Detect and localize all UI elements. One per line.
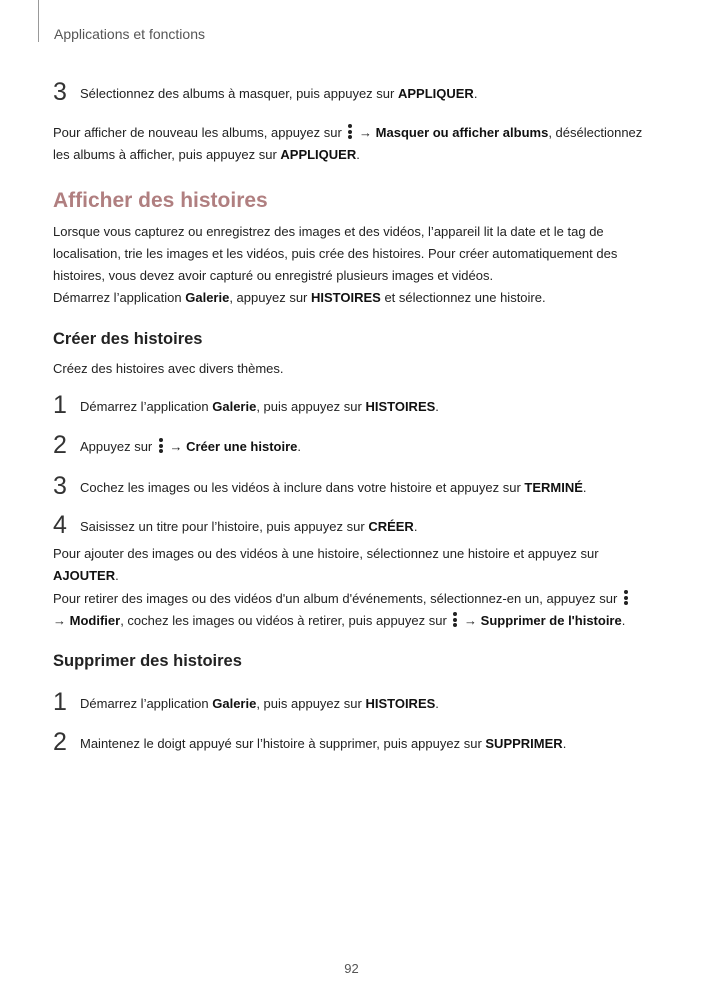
delete-step-1: [53, 688, 653, 716]
step-number: 4: [53, 511, 67, 539]
step-number: 3: [53, 472, 67, 500]
page-number: 92: [344, 961, 359, 976]
more-options-icon: [348, 124, 352, 139]
step-number: 3: [53, 78, 67, 106]
step-text: Démarrez l’application Galerie, puis appuyez sur HISTOIRES.: [80, 399, 439, 414]
running-header: Applications et fonctions: [54, 26, 205, 42]
create-step-1: [53, 391, 653, 419]
create-step-3: [53, 472, 653, 500]
create-step-4: [53, 511, 653, 539]
remove-media-note: Pour retirer des images ou des vidéos d'un album d'événements, sélectionnez-en un, appuyez sur → Modifier, cochez les images ou vidéos à retirer, puis appuyez sur → Supprimer de l'histoire.: [53, 588, 648, 632]
header-divider: [38, 0, 39, 42]
add-media-note: Pour ajouter des images ou des vidéos à une histoire, sélectionnez une histoire et appuyez sur AJOUTER.: [53, 546, 599, 583]
step-number: 2: [53, 431, 67, 459]
create-stories-title: Créer des histoires: [53, 330, 203, 348]
delete-step-2: [53, 728, 653, 756]
section-paragraph: Lorsque vous capturez ou enregistrez des images et des vidéos, l’appareil lit la date et le tag de localisation, trie les images et les vidéos, puis crée des histoires. Pour créer automatiquement des histoires, vous devez avoir capturé ou enregistré plusieurs images et vidéos.: [53, 224, 618, 283]
step-number: 1: [53, 391, 67, 419]
step-text: Appuyez sur → Créer une histoire.: [80, 439, 301, 454]
more-options-icon: [159, 438, 163, 453]
step-text: Saisissez un titre pour l’histoire, puis appuyez sur CRÉER.: [80, 519, 418, 534]
create-stories-intro: Créez des histoires avec divers thèmes.: [53, 361, 284, 376]
step-3-hide-albums: [53, 78, 653, 106]
delete-stories-title: Supprimer des histoires: [53, 652, 242, 670]
section-title: Afficher des histoires: [53, 189, 268, 212]
step-number: 1: [53, 688, 67, 716]
step-text: Sélectionnez des albums à masquer, puis appuyez sur APPLIQUER.: [80, 86, 478, 101]
create-step-2: [53, 431, 653, 459]
step-text: Démarrez l’application Galerie, puis appuyez sur HISTOIRES.: [80, 696, 439, 711]
show-albums-note: Pour afficher de nouveau les albums, appuyez sur → Masquer ou afficher albums, désélectionnez les albums à afficher, puis appuyez sur APPLIQUER.: [53, 125, 643, 162]
section-paragraph-start: Démarrez l’application Galerie, appuyez sur HISTOIRES et sélectionnez une histoire.: [53, 290, 546, 305]
step-text: Maintenez le doigt appuyé sur l’histoire à supprimer, puis appuyez sur SUPPRIMER.: [80, 736, 567, 751]
step-text: Cochez les images ou les vidéos à inclure dans votre histoire et appuyez sur TERMINÉ.: [80, 480, 587, 495]
step-number: 2: [53, 728, 67, 756]
more-options-icon: [624, 590, 628, 605]
more-options-icon: [453, 612, 457, 627]
